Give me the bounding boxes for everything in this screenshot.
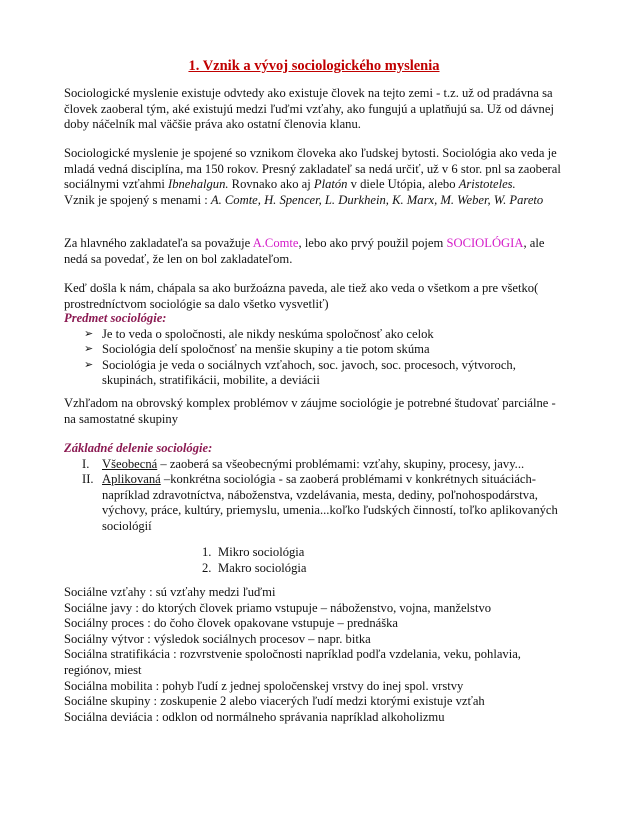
definition-line: Sociálna stratifikácia : rozvrstvenie spoločnosti napríklad podľa vzdelania, veku, pohlavia, regiónov, miest <box>64 647 521 677</box>
list-item: 2. Makro sociológia <box>202 560 307 575</box>
definition-line: Sociálny proces : do čoho človek opakovane vstupuje – prednáška <box>64 616 398 631</box>
complex-paragraph: Vzhľadom na obrovský komplex problémov v záujme sociológie je potrebné študovať parciálne - na samostatné skupiny <box>64 396 556 426</box>
division-heading: Základné delenie sociológie: <box>64 441 213 455</box>
list-item: ➢ Sociológia delí spoločnosť na menšie skupiny a tie potom skúma <box>84 342 430 357</box>
intro-paragraph: Sociologické myslenie existuje odvtedy ako existuje človek na tejto zemi - t.z. už od pradávna sa človek zaoberal tým, aké existujú medzi ľuďmi vzťahy, ako fungujú a uplatňujú sa. Už od dávnej doby náčelník mal väčšie práva ako ostatní členovia klanu. <box>64 86 554 132</box>
platon-name: Platón <box>313 177 348 192</box>
division-term: Aplikovaná <box>102 472 161 487</box>
comte-paragraph <box>64 236 570 267</box>
aristoteles-name: Aristoteles. <box>458 177 516 192</box>
comte-text-3: , ale nedá sa povedať, že len on bol zakladateľom. <box>64 236 545 266</box>
definition-line: Sociálna deviácia : odklon od normálneho správania napríklad alkoholizmu <box>64 709 445 724</box>
list-item: ➢ Sociológia je veda o sociálnych vzťahoch, soc. javoch, soc. procesoch, výtvoroch, skupinách, stratifikácii, mobilite, a deviácii <box>84 357 516 388</box>
sociologia-term: SOCIOLÓGIA <box>446 236 524 250</box>
definition-line: Sociálny výtvor : výsledok sociálnych procesov – napr. bitka <box>64 631 371 646</box>
list-item: 1. Mikro sociológia <box>202 545 305 559</box>
document-title: 1. Vznik a vývoj sociologického myslenia <box>188 58 440 74</box>
arrow-bullet-icon: ➢ <box>84 358 94 371</box>
definition-line: Sociálna mobilita : pohyb ľudí z jednej spoločenskej vrstvy do inej spol. vrstvy <box>64 678 464 693</box>
origin-text-2: Rovnako ako aj <box>228 177 314 192</box>
founders-names: A. Comte, H. Spencer, L. Durkhein, K. Marx, M. Weber, W. Pareto <box>210 192 544 207</box>
subject-list <box>64 327 570 389</box>
comte-text: Za hlavného zakladateľa sa považuje <box>64 236 253 250</box>
arrow-bullet-icon: ➢ <box>84 327 94 340</box>
list-item: ➢ Je to veda o spoločnosti, ale nikdy neskúma spoločnosť ako celok <box>84 326 434 341</box>
definition-line: Sociálne javy : do ktorých človek priamo vstupuje – náboženstvo, vojna, manželstvo <box>64 600 492 615</box>
arrow-bullet-icon: ➢ <box>84 343 94 356</box>
division-term: Všeobecná <box>102 456 158 471</box>
comte-name: A.Comte <box>252 236 299 250</box>
origin-text: Sociologické myslenie je spojené so vznikom človeka ako ľudskej bytosti. Sociológia ako veda je mladá vedná disciplína, ma 150 rokov. Presný zakladateľ sa nedá určiť, už v 6 stor. pnl sa zaoberal sociálnymi vzťahmi <box>64 146 561 192</box>
definitions-section <box>64 585 570 725</box>
list-item: I. Všeobecná – zaoberá sa všeobecnými problémami: vzťahy, skupiny, procesy, javy... <box>82 456 525 471</box>
sub-division-list <box>64 545 570 576</box>
definition-line: Sociálne vzťahy : sú vzťahy medzi ľuďmi <box>64 585 276 599</box>
division-section <box>64 441 570 535</box>
origin-text-3: v diele Utópia, alebo <box>347 177 459 192</box>
perception-paragraph: Keď došla k nám, chápala sa ako buržoázna paveda, ale tiež ako veda o všetkom a pre všetko( prostredníctvom sociológie sa dalo všetko vysvetliť) <box>64 281 539 311</box>
list-item: II. Aplikovaná –konkrétna sociológia - sa zaoberá problémami v konkrétnych situáciách- napríklad zdravotníctva, náboženstva, vzdelávania, mesta, dediny, poľnohospodárstva, výchovy, práce, kultúry, priemyslu, umenia...koľko ľudských činností, toľko aplikovaných sociológií <box>82 472 558 533</box>
founders-label: Vznik je spojený s menami : <box>64 192 211 207</box>
ibnehalgun-name: Ibnehalgun. <box>168 177 229 192</box>
definition-line: Sociálne skupiny : zoskupenie 2 alebo viacerých ľudí medzi ktorými existuje vzťah <box>64 694 485 709</box>
division-list <box>64 457 570 535</box>
subject-section <box>64 311 570 389</box>
comte-text-2: , lebo ako prvý použil pojem <box>298 236 447 250</box>
subject-heading: Predmet sociológie: <box>64 311 167 325</box>
sub-division-section <box>64 545 570 576</box>
origin-paragraph <box>64 146 570 208</box>
